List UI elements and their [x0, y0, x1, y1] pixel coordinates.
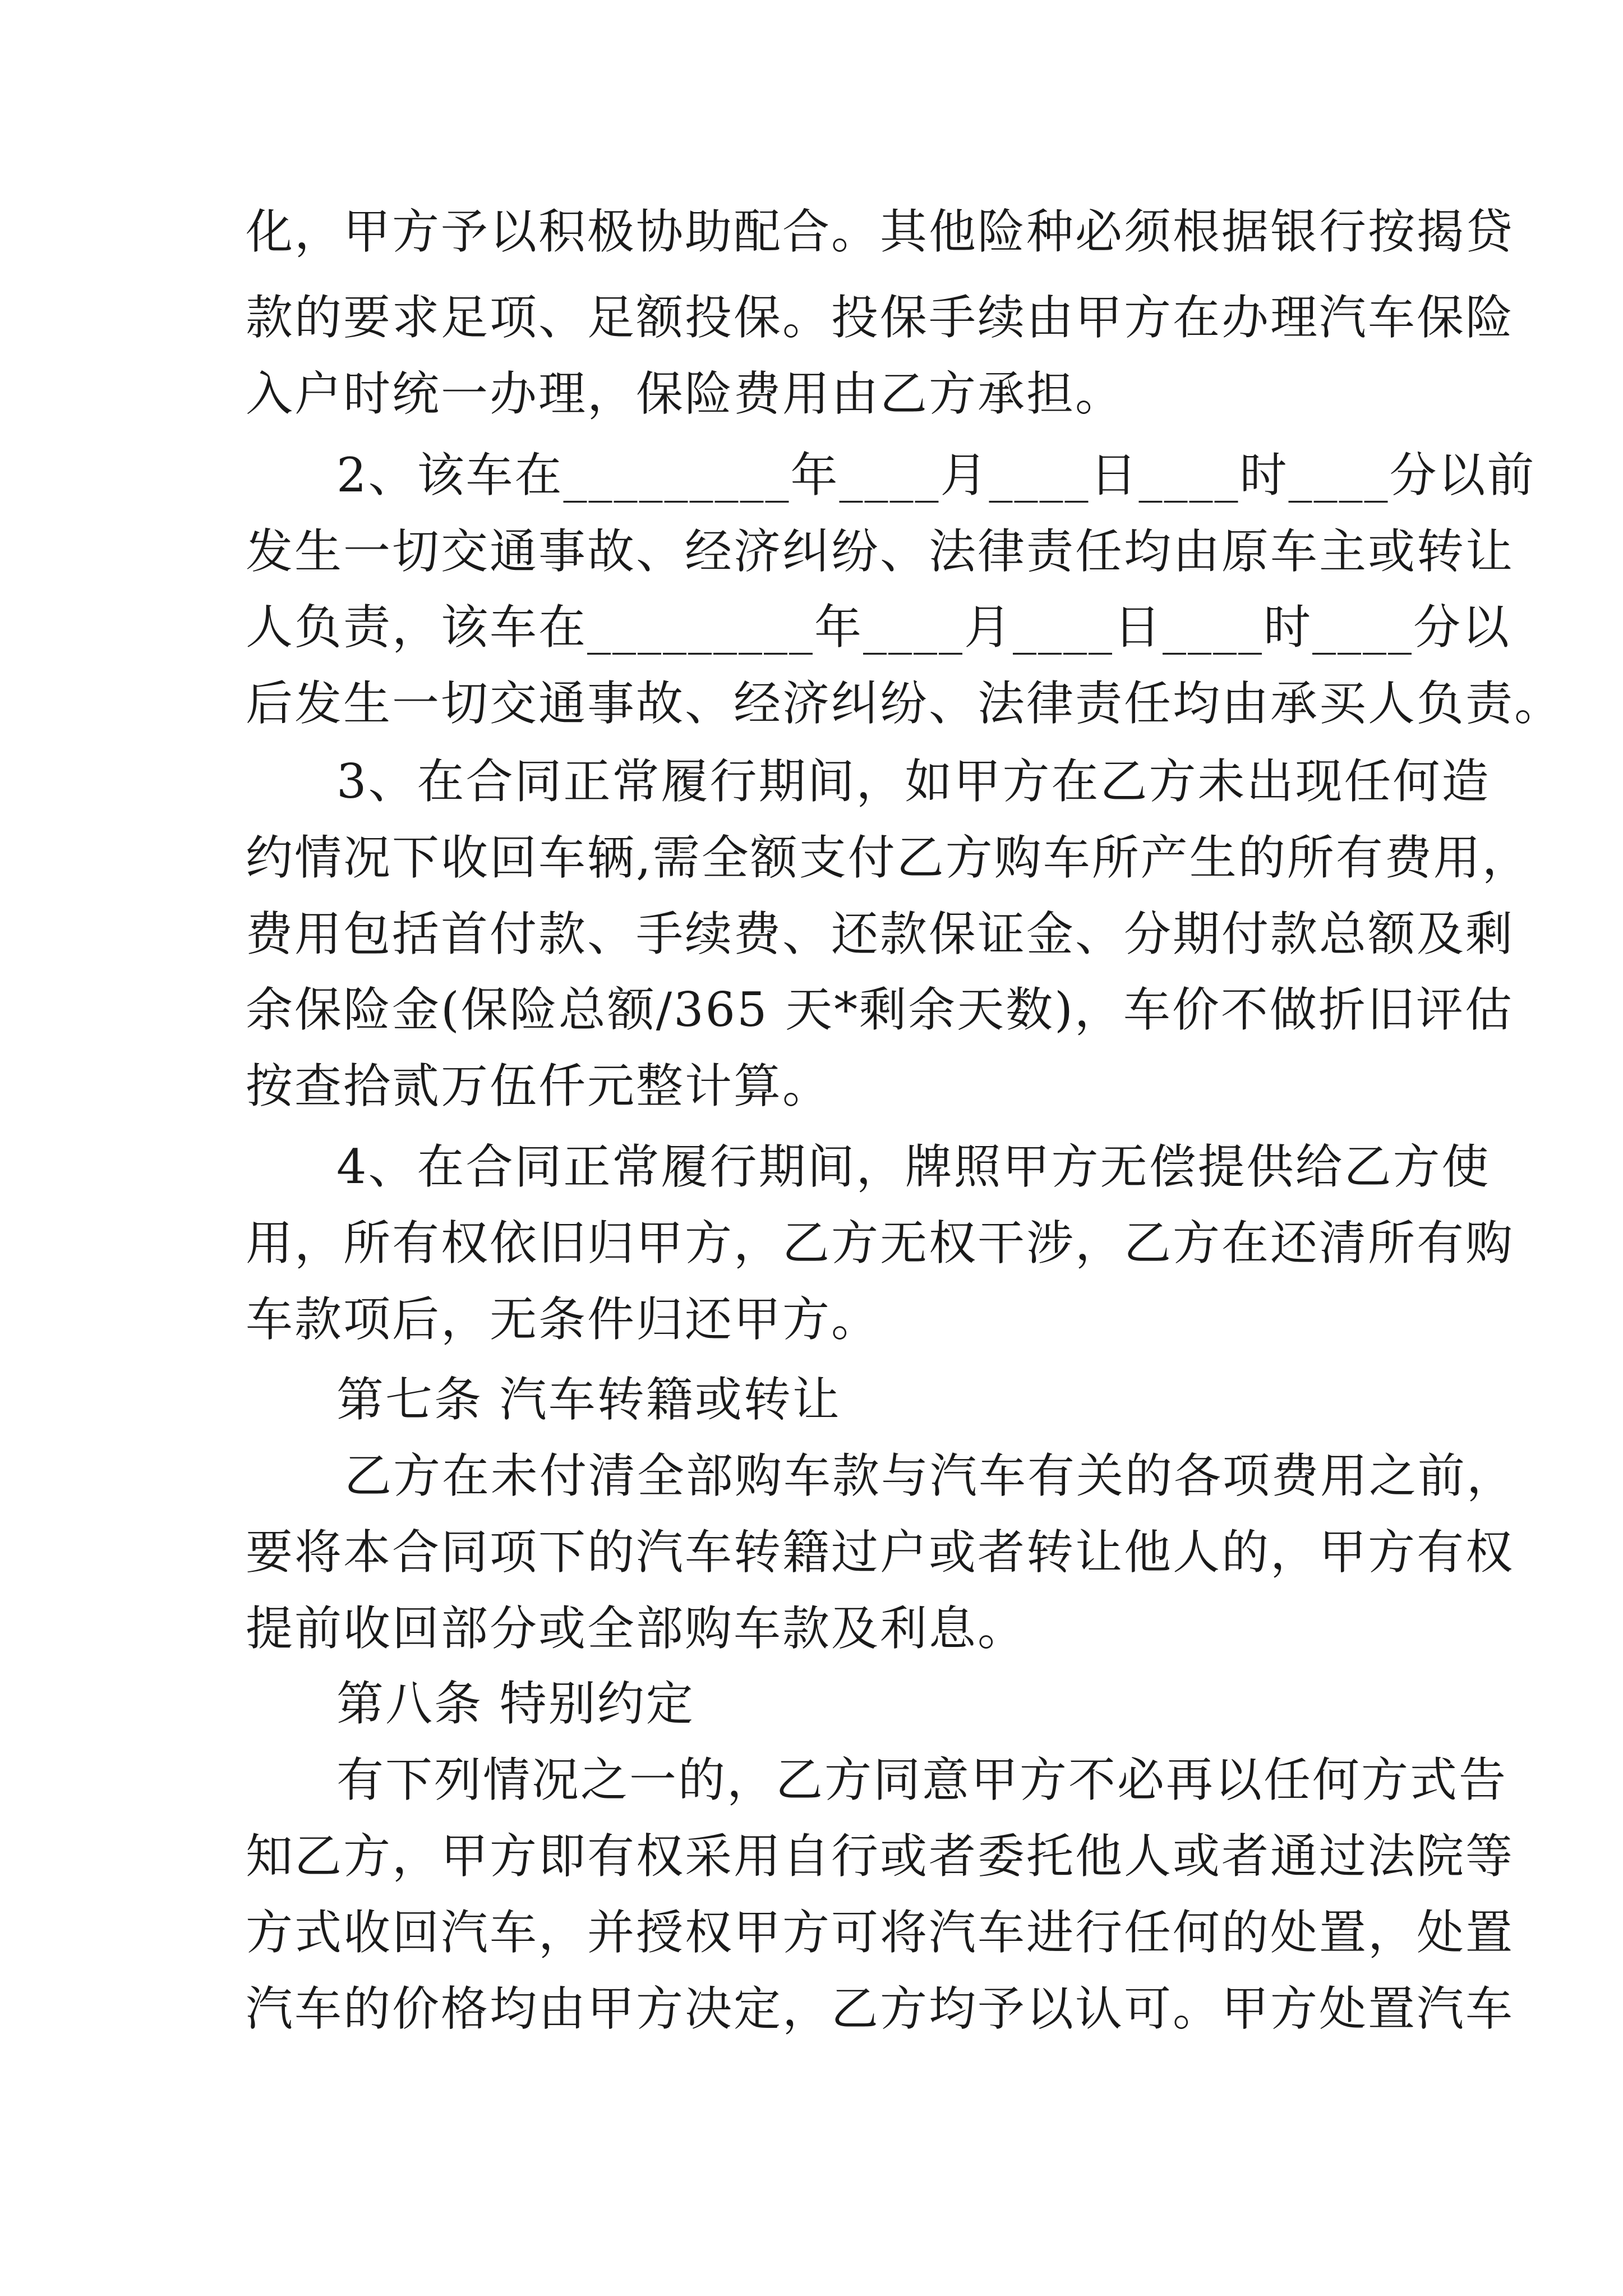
paragraph-line: 化，甲方予以积极协助配合。其他险种必须根据银行按揭贷	[246, 204, 1515, 259]
paragraph-line: 款的要求足项、足额投保。投保手续由甲方在办理汽车保险	[246, 290, 1515, 345]
paragraph-line: 车款项后，无条件归还甲方。	[246, 1292, 880, 1347]
paragraph-line: 提前收回部分或全部购车款及利息。	[246, 1601, 1027, 1656]
paragraph-line: 人负责，该车在_________年____月____日____时____分以	[246, 600, 1511, 655]
paragraph-line: 有下列情况之一的，乙方同意甲方不必再以任何方式告	[336, 1752, 1508, 1807]
paragraph-line: 乙方在未付清全部购车款与汽车有关的各项费用之前，	[344, 1448, 1516, 1503]
paragraph-line: 按查拾贰万伍仟元整计算。	[246, 1059, 832, 1114]
paragraph-line: 2、该车在_________年____月____日____时____分以前	[336, 448, 1536, 503]
paragraph-line: 3、在合同正常履行期间，如甲方在乙方未出现任何造	[336, 754, 1491, 809]
section-heading: 第七条 汽车转籍或转让	[336, 1372, 841, 1427]
paragraph-line: 后发生一切交通事故、经济纠纷、法律责任均由承买人负责。	[246, 676, 1564, 731]
paragraph-line: 入户时统一办理，保险费用由乙方承担。	[246, 366, 1124, 421]
paragraph-line: 用，所有权依旧归甲方，乙方无权干涉，乙方在还清所有购	[246, 1216, 1515, 1271]
paragraph-line: 汽车的价格均由甲方决定，乙方均予以认可。甲方处置汽车	[246, 1981, 1515, 2036]
section-heading: 第八条 特别约定	[336, 1676, 695, 1731]
paragraph-line: 4、在合同正常履行期间，牌照甲方无偿提供给乙方使	[336, 1139, 1491, 1194]
paragraph-line: 约情况下收回车辆,需全额支付乙方购车所产生的所有费用，	[246, 830, 1531, 885]
paragraph-line: 发生一切交通事故、经济纠纷、法律责任均由原车主或转让	[246, 524, 1515, 579]
paragraph-line: 费用包括首付款、手续费、还款保证金、分期付款总额及剩	[246, 907, 1515, 961]
paragraph-line: 要将本合同项下的汽车转籍过户或者转让他人的，甲方有权	[246, 1525, 1515, 1580]
paragraph-line: 余保险金(保险总额/365 天*剩余天数)，车价不做折旧评估	[246, 982, 1514, 1037]
paragraph-line: 知乙方，甲方即有权采用自行或者委托他人或者通过法院等	[246, 1829, 1515, 1884]
paragraph-line: 方式收回汽车，并授权甲方可将汽车进行任何的处置，处置	[246, 1905, 1515, 1960]
